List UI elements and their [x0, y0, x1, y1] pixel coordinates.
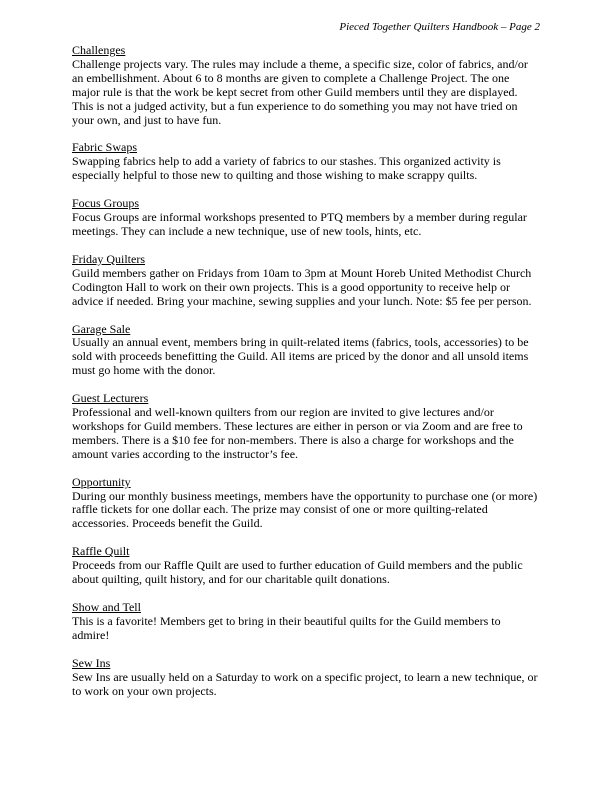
section-title: Opportunity — [72, 474, 131, 489]
body-line: Challenge projects vary. The rules may include a theme, a specific size, color of fabrics, and/or — [72, 56, 528, 71]
section-body — [72, 267, 542, 309]
body-line: Sew Ins are usually held on a Saturday to work on a specific project, to learn a new technique, or — [72, 669, 538, 684]
section-focus-groups — [72, 197, 542, 239]
section-body — [72, 155, 542, 183]
body-line: accessories. Proceeds benefit the Guild. — [72, 516, 263, 531]
section-body — [72, 559, 542, 587]
body-line: raffle tickets for one dollar each. The prize may consist of one or more quilting-related — [72, 502, 488, 517]
body-line: your own, and just to have fun. — [72, 112, 222, 127]
body-line: meetings. They can include a new technique, use of new tools, hints, etc. — [72, 223, 422, 238]
body-line: This is not a judged activity, but a fun experience to do something you may not have tried on — [72, 98, 518, 113]
section-body — [72, 336, 542, 378]
body-line: an embellishment. About 6 to 8 months are given to complete a Challenge Project. The one — [72, 70, 510, 85]
body-line: This is a favorite! Members get to bring in their beautiful quilts for the Guild members to — [72, 613, 501, 628]
page-header: Pieced Together Quilters Handbook – Page 2 — [339, 21, 540, 33]
section-raffle-quilt — [72, 545, 542, 587]
body-line: members. There is a $10 fee for non-members. There is also a charge for workshops and the — [72, 432, 514, 447]
section-fabric-swaps — [72, 141, 542, 183]
section-title: Show and Tell — [72, 600, 141, 614]
section-sew-ins — [72, 657, 542, 699]
body-line: Codington Hall to work on their own projects. This is a good opportunity to receive help or — [72, 279, 511, 294]
body-line: major rule is that the work be kept secret from other Guild members until they are displayed. — [72, 84, 518, 99]
body-line: amount varies according to the instructor’s fee. — [72, 446, 299, 461]
body-line: During our monthly business meetings, members have the opportunity to purchase one (or more) — [72, 488, 538, 503]
section-title: Friday Quilters — [72, 251, 145, 266]
section-body — [72, 58, 542, 128]
section-title: Challenges — [72, 43, 126, 57]
section-title: Sew Ins — [72, 655, 111, 670]
body-line: sold with proceeds benefitting the Guild. All items are priced by the donor and all unsold items — [72, 349, 529, 364]
section-title: Garage Sale — [72, 321, 131, 336]
section-guest-lecturers — [72, 392, 542, 462]
section-opportunity — [72, 476, 542, 532]
section-body — [72, 211, 542, 239]
body-line: admire! — [72, 627, 110, 642]
section-body — [72, 671, 542, 699]
body-line: must go home with the donor. — [72, 363, 216, 378]
body-line: especially helpful to those new to quilting and those wishing to make scrappy quilts. — [72, 168, 478, 183]
section-garage-sale — [72, 323, 542, 379]
body-line: Focus Groups are informal workshops presented to PTQ members by a member during regular — [72, 210, 527, 225]
body-line: Swapping fabrics help to add a variety of fabrics to our stashes. This organized activity is — [72, 154, 501, 169]
handbook-content — [72, 44, 542, 712]
section-challenges — [72, 44, 542, 127]
body-line: Professional and well-known quilters from our region are invited to give lectures and/or — [72, 405, 494, 420]
section-body — [72, 490, 542, 532]
body-line: advice if needed. Bring your machine, sewing supplies and your lunch. Note: $5 fee per person. — [72, 293, 532, 308]
section-title: Fabric Swaps — [72, 140, 137, 155]
section-title: Guest Lecturers — [72, 391, 149, 406]
body-line: to work on your own projects. — [72, 683, 217, 698]
section-show-and-tell — [72, 601, 542, 643]
body-line: workshops for Guild members. These lectures are either in person or via Zoom and are free to — [72, 418, 523, 433]
body-line: Usually an annual event, members bring in quilt-related items (fabrics, tools, accessories) to be — [72, 335, 529, 350]
section-friday-quilters — [72, 253, 542, 309]
section-body — [72, 615, 542, 643]
body-line: Proceeds from our Raffle Quilt are used to further education of Guild members and the public — [72, 558, 523, 573]
section-title: Raffle Quilt — [72, 544, 130, 559]
body-line: about quilting, quilt history, and for our charitable quilt donations. — [72, 572, 390, 587]
section-body — [72, 406, 542, 462]
section-title: Focus Groups — [72, 196, 140, 211]
body-line: Guild members gather on Fridays from 10am to 3pm at Mount Horeb United Methodist Church — [72, 265, 532, 280]
